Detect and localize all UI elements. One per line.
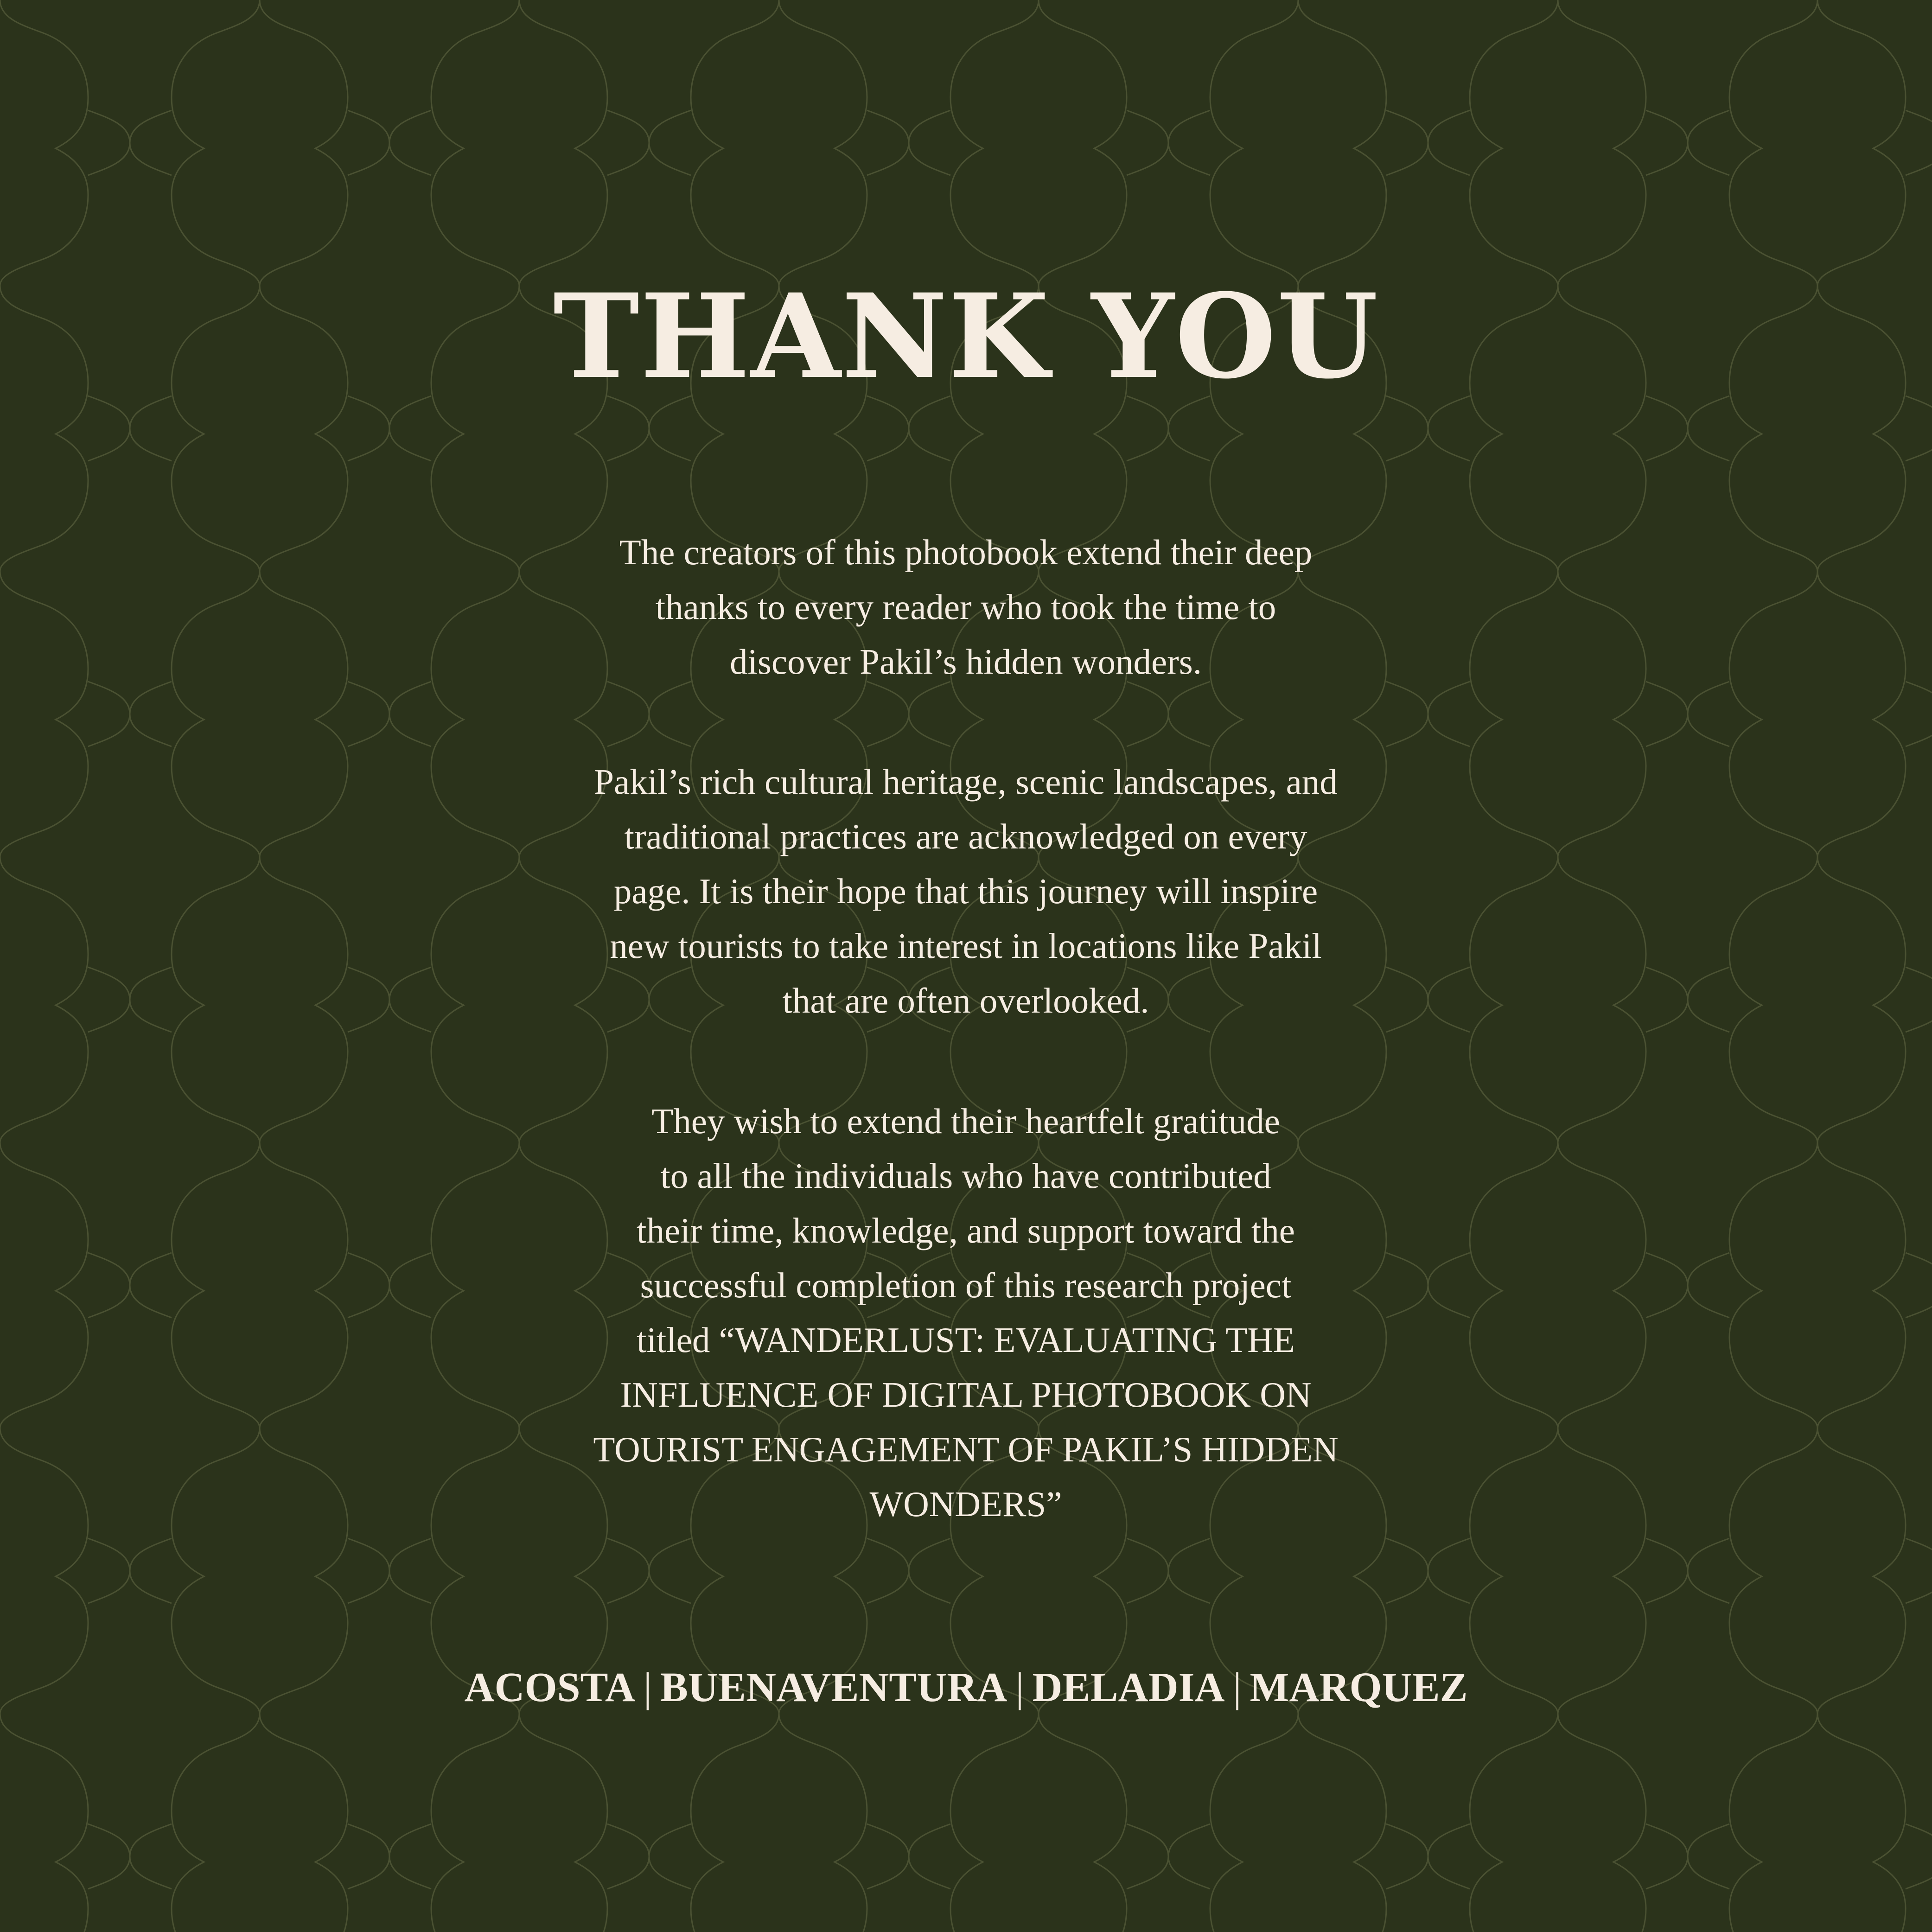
paragraph-gratitude [456, 1094, 1476, 1531]
paragraph-line: Pakil’s rich cultural heritage, scenic landscapes, and [594, 762, 1338, 802]
author-name: MARQUEZ [1250, 1664, 1468, 1710]
paragraph-line: The creators of this photobook extend their deep [619, 532, 1313, 572]
paragraph-line: to all the individuals who have contributed [660, 1156, 1271, 1196]
page-title: THANK YOU [553, 268, 1379, 404]
author-separator: | [1233, 1664, 1242, 1710]
paragraph-line: their time, knowledge, and support toward the [637, 1211, 1295, 1250]
paragraph-line: that are often overlooked. [782, 981, 1149, 1020]
paragraph-line: INFLUENCE OF DIGITAL PHOTOBOOK ON [620, 1375, 1312, 1415]
paragraph-line: TOURIST ENGAGEMENT OF PAKIL’S HIDDEN [593, 1429, 1339, 1469]
paragraph-line: page. It is their hope that this journey will inspire [613, 871, 1318, 911]
paragraph-line: successful completion of this research project [640, 1265, 1292, 1305]
paragraph-heritage [456, 754, 1476, 1028]
author-name: BUENAVENTURA [660, 1664, 1007, 1710]
authors-line [0, 1662, 1932, 1713]
author-separator: | [643, 1664, 652, 1710]
paragraph-line: titled “WANDERLUST: EVALUATING THE [637, 1320, 1295, 1360]
author-name: DELADIA [1032, 1664, 1225, 1710]
author-separator: | [1015, 1664, 1024, 1710]
paragraph-line: WONDERS” [869, 1484, 1062, 1524]
paragraph-line: traditional practices are acknowledged on every [624, 816, 1307, 856]
author-name: ACOSTA [464, 1664, 635, 1710]
paragraph-thanks [456, 525, 1476, 689]
paragraph-line: new tourists to take interest in locations like Pakil [610, 926, 1322, 966]
paragraph-line: thanks to every reader who took the time to [655, 587, 1276, 627]
paragraph-line: They wish to extend their heartfelt gratitude [651, 1101, 1280, 1141]
paragraph-line: discover Pakil’s hidden wonders. [730, 642, 1202, 682]
